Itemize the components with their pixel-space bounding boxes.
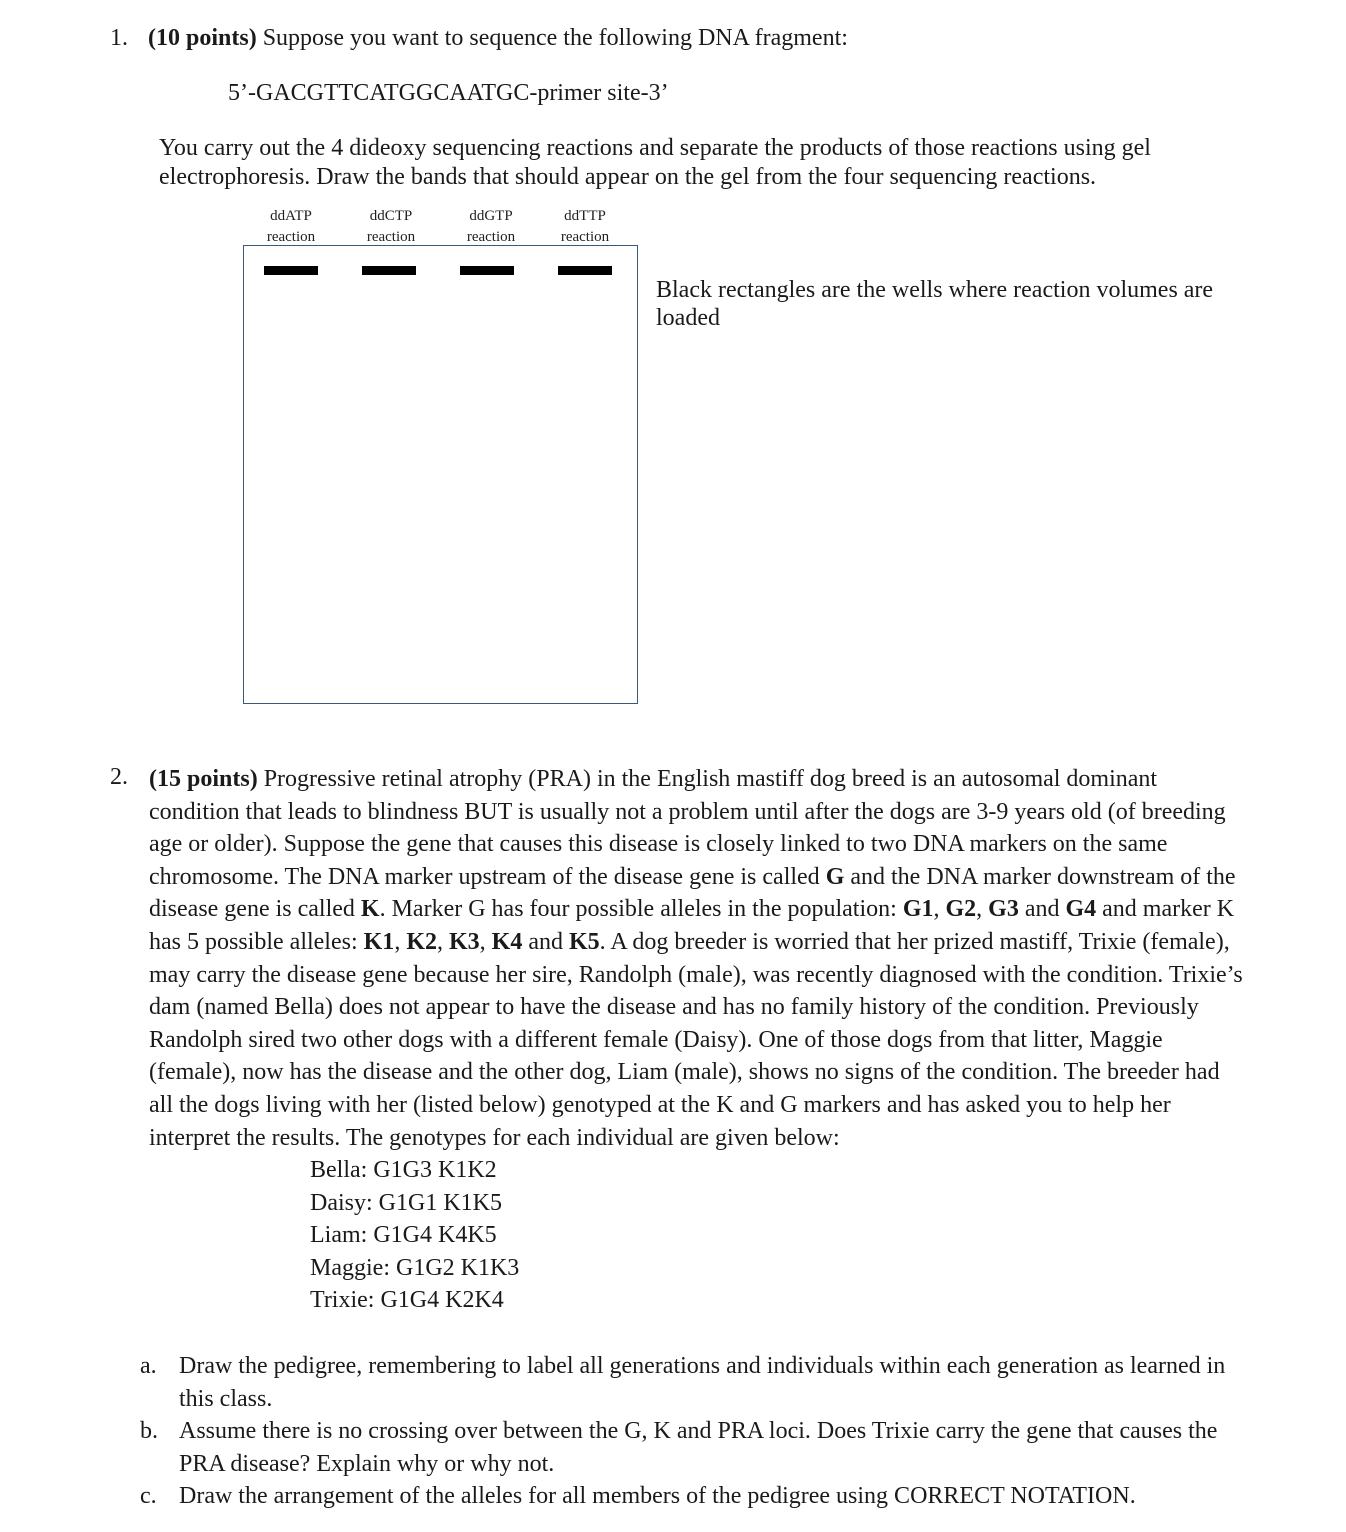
q2-line-5: disease gene is called K. Marker G has four possible alleles in the population: G1, G2, G3 and G4 and marker K (149, 896, 1235, 923)
q2-line-3: age or older). Suppose the gene that causes this disease is closely linked to two DNA markers on the same (149, 831, 1168, 858)
lane-label-ddatp: ddATP reaction (251, 206, 331, 249)
q2-line-12: interpret the results. The genotypes for each individual are given below: (149, 1124, 840, 1151)
part-a-text: Draw the pedigree, remembering to label all generations and individuals within each generation as learned in this class. (179, 1353, 1226, 1412)
genotype-maggie: Maggie: G1G2 K1K3 (310, 1254, 520, 1281)
dna-sequence: 5’-GACGTTCATGGCAATGC-primer site-3’ (228, 80, 669, 106)
part-c-text: Draw the arrangement of the alleles for all members of the pedigree using CORRECT NOTATION. (179, 1483, 1136, 1509)
well-note: Black rectangles are the wells where reaction volumes are loaded (656, 277, 1214, 331)
question-1-points: (10 points) (148, 25, 257, 51)
question-2-number: 2. (110, 764, 128, 790)
question-1-header (148, 25, 848, 52)
well-ddatp (264, 266, 318, 275)
q2-line-9: Randolph sired two other dogs with a different female (Daisy). One of those dogs from that litter, Maggie (149, 1026, 1163, 1053)
lane-label-ddctp: ddCTP reaction (351, 206, 431, 249)
genotype-daisy: Daisy: G1G1 K1K5 (310, 1189, 502, 1216)
genotype-list (310, 1154, 519, 1317)
q2-line-2: condition that leads to blindness BUT is usually not a problem until after the dogs are 3-9 years old (of breeding (149, 798, 1226, 825)
part-b-letter: b. (140, 1418, 158, 1444)
question-2-paragraph (149, 763, 1289, 1154)
part-c-letter: c. (140, 1483, 157, 1509)
genotype-liam: Liam: G1G4 K4K5 (310, 1222, 497, 1249)
well-ddctp (362, 266, 416, 275)
q1-instructions-line1: You carry out the 4 dideoxy sequencing reactions and separate the products of those reactions using gel (159, 135, 1151, 161)
q2-line-7: may carry the disease gene because her sire, Randolph (male), was recently diagnosed with the condition. Trixie’s (149, 961, 1243, 988)
genotype-bella: Bella: G1G3 K1K2 (310, 1157, 497, 1183)
part-b-text: Assume there is no crossing over between the G, K and PRA loci. Does Trixie carry the gene that causes the PRA disease? Explain why or why not. (179, 1418, 1218, 1477)
q2-line-11: all the dogs living with her (listed below) genotyped at the K and G markers and has asked you to help her (149, 1091, 1171, 1118)
q2-line-4: chromosome. The DNA marker upstream of the disease gene is called G and the DNA marker downstream of the (149, 863, 1236, 890)
q2-line-8: dam (named Bella) does not appear to have the disease and has no family history of the condition. Previously (149, 994, 1199, 1021)
q2-line-1: (15 points) Progressive retinal atrophy (PRA) in the English mastiff dog breed is an autosomal dominant (149, 766, 1158, 792)
q2-line-6: has 5 possible alleles: K1, K2, K3, K4 and K5. A dog breeder is worried that her prized mastiff, Trixie (female), (149, 928, 1230, 955)
question-1-number: 1. (110, 25, 128, 51)
genotype-trixie: Trixie: G1G4 K2K4 (310, 1287, 504, 1314)
q1-instructions-line2: electrophoresis. Draw the bands that should appear on the gel from the four sequencing reactions. (159, 164, 1097, 190)
well-ddttp (558, 266, 612, 275)
q2-line-10: (female), now has the disease and the other dog, Liam (male), shows no signs of the condition. The breeder had (149, 1059, 1220, 1086)
gel-drawing-area[interactable] (243, 245, 638, 704)
well-ddgtp (460, 266, 514, 275)
question-2-points: (15 points) (149, 766, 258, 792)
lane-label-ddgtp: ddGTP reaction (451, 206, 531, 249)
part-a-letter: a. (140, 1353, 157, 1379)
lane-label-ddttp: ddTTP reaction (545, 206, 625, 249)
question-1-prompt: Suppose you want to sequence the following DNA fragment: (256, 25, 848, 51)
